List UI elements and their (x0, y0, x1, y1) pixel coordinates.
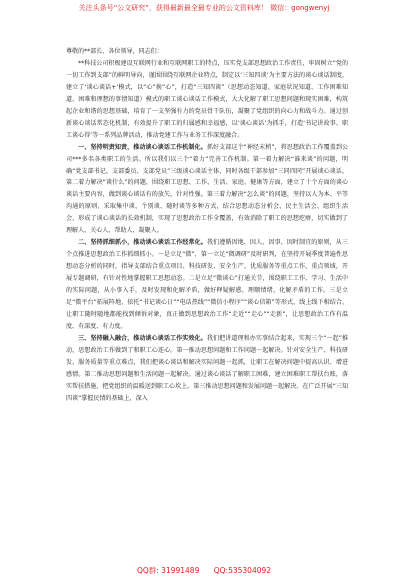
salutation: 尊敬的**部长、各位领导，同志们： (66, 48, 163, 55)
promo-banner: 关注头条号“公文研究”，获得最新最全最专业的公文资料库！ 微信：gongwenyj (78, 4, 330, 12)
qq-group-label: QQ群: 31991489 (136, 566, 200, 575)
section-paragraph (66, 237, 348, 333)
section-heading: 一、坚持明责知责，推动谈心谈话工作机制化。 (78, 143, 207, 151)
section-body: 抓好支部这个“神经末梢”，将思想政治工作覆盖到公司***多名各类职工的生活。所以我们以三个“着力”完善工作机制。第一着力解决“谁来谈”的问题，明确“党支部书记、支部委员、支部党员”三级谈心谈话主体，同时各级干部参加“三同四同”开展谈心谈话，第二着力解决“谈什么”的问题，围绕职工思想、工作、生活、家庭、健康等方面，建立了十个方面的谈心谈话主要内容，做到谈心谈话有的放矢，针对性强。第三着力解决“怎么谈”的问题，坚持以人为本、平等沟通的原则，采取集中谈、个别谈、随时谈等多种方式，结合思想动态分析会、民主生活会、组织生活会，形成了谈心谈话的长效机制，实现了思想政治工作全覆盖，有效消除了职工的思想疙瘩，切实做到了理解人、关心人、帮助人、凝聚人。 (66, 143, 348, 235)
qq-label: QQ:535304092 (213, 566, 272, 575)
contact-footer (0, 566, 408, 576)
section-body: 我们遵循因地、因人、因事、因时制宜的原则，从三个点推进思想政治工作抓细抓小。一是立足“微”，第一立足“微调研”及时研判，在坚持开展季度普遍性思想动态分析的同时，指导支部结合重点项目、科技研发、安全生产、优质服务等重点工作，重点领域，开展专题调研，有针对性地掌握职工思想动态。二是立足“微谈心”打通关节，围绕职工工作、学习、生活中的实际问题，从小事入手，及时发现和化解矛盾，做好释疑解惑、理顺情绪、化解矛盾的工作。三是立足“微平台”拓展阵地，依托“书记谈心日”“电话热线”“微信小程序”“谈心信箱”等形式，线上线下相结合，让职工随时随地都能找到倾诉对象，真正做到思想政治工作“走近”“走心”“走新”，让思想政治工作有温度、有深度、有力度。 (66, 239, 348, 330)
section-heading: 三、坚持融入融合，推动谈心谈话工作实效化。 (78, 334, 207, 342)
section-paragraph (66, 333, 348, 405)
intro-paragraph: **科技公司积极建设互联网行业和互联网职工的特点，压实党支部思想政治工作责任，牢固树立“党的一切工作到支部”的鲜明导向，谨围围绕互联网企业特点，制定以‘三知四谈’为主要方法的谈心谈话制度，建立了‘谈心谈话+’模式，以“心”换“心”，打造“三知四谈”（思想动态知道、家庭状况知道、工作困难知道、困难和理想的事情知道）模式的职工谈心谈话工作模式，大大化解了职工思想问题和现实困难，构筑起企业和谐的思想基础，培育了一支坚强有力的党员骨干队伍，凝聚了党组织的向心力和战斗力。通过创新谈心谈话常态化机制，有效提升了职工的归属感和幸福感，以‘谈心谈话’为抓手，打造‘书记讲故事、职工谈心得’等一系列品牌活动，推动党建工作与业务工作深度融合。 (66, 59, 348, 139)
section-body: 我们把讲道理和办实事结合起来，实现三个“一起”推动，思想政治工作做到了和职工心连心。第一推动思想问题和工作问题一起解决。针对安全生产、科技研发、服务质量等重点难点，我们把谈心谈话和解决实际问题一起抓，让职工在解决问题中提高认识、增进感情。第二推动思想问题和生活问题一起解决。通过谈心谈话了解职工困难，建立困难职工帮扶台账，落实帮扶措施，把党组织的温暖送到职工心坎上。第三推动思想问题和发展问题一起解决。在广泛开展“三知四谈”掌握民情的基础上，深入 (66, 334, 348, 402)
section-heading: 二、坚持抓细抓小，推动谈心谈话工作经常化。 (78, 239, 207, 247)
section-paragraph (66, 142, 348, 238)
document-page (66, 46, 348, 552)
